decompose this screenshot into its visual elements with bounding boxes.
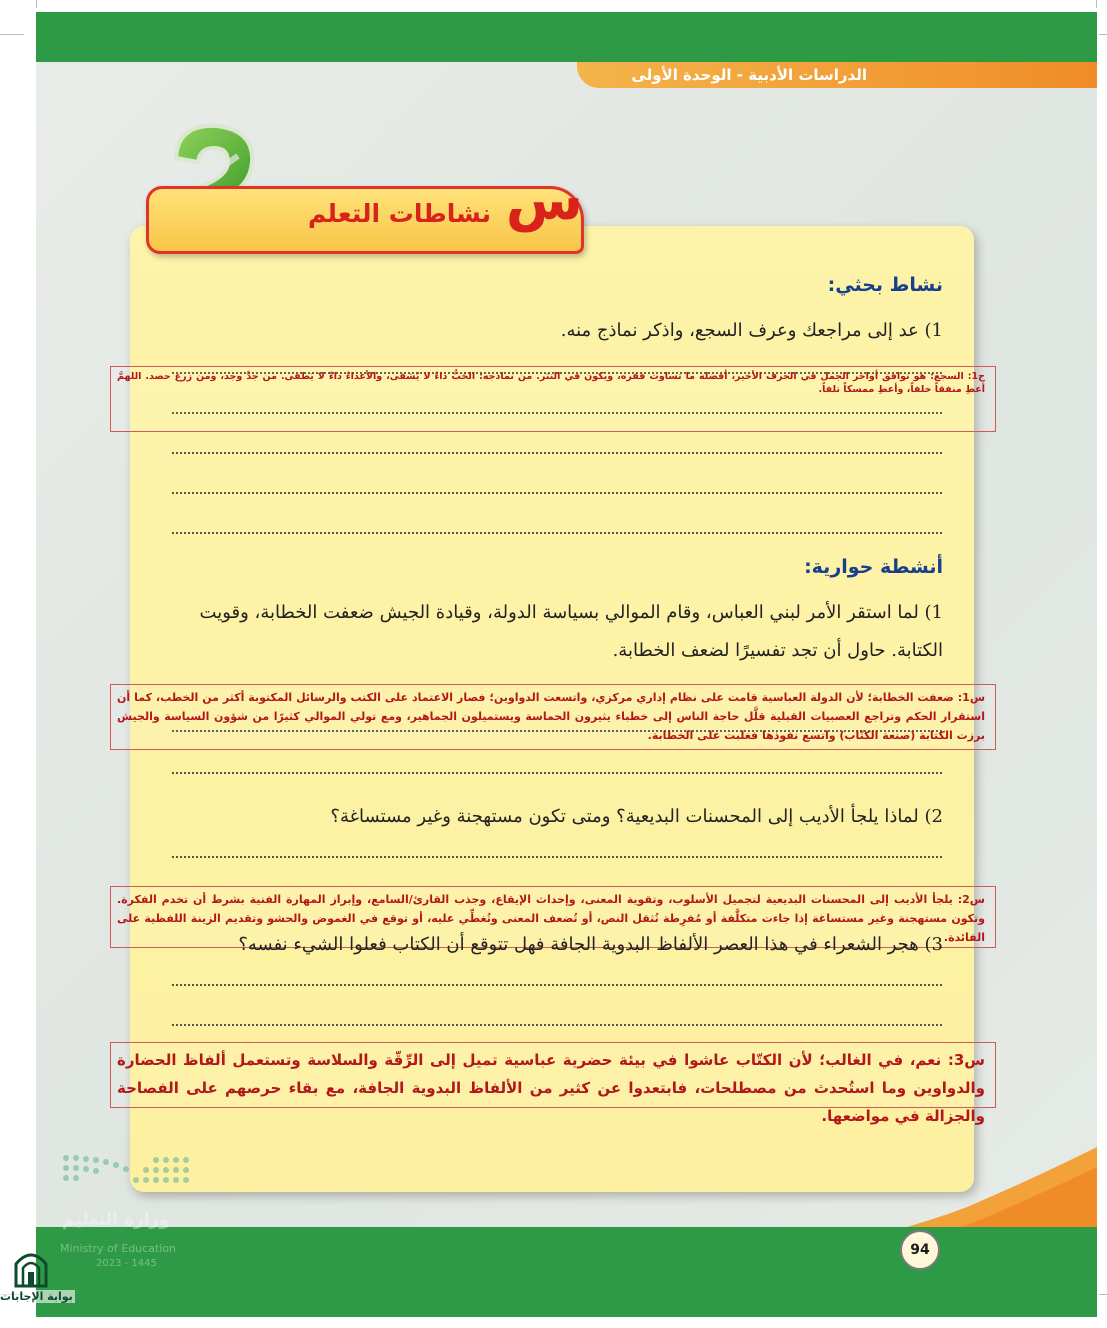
answer-body: ضعفت الخطابة؛ لأن الدولة العباسية قامت على نظام إداري مركزي، واتسعت الدواوين؛ فصار الاعتماد على الكتب والرسائل المكتوبة أكثر من الخطب، كما أن استقرار الحكم وتراجع العصبيات القبلية قلَّل حاجة الناس إلى خطباء يثيرون الحماسة ويستميلون الجماهير، ومع تولي الموالي كثيرًا من شؤون السياسة والجيش برزت الكتابة (صنعة الكتّاب) واتسع نفوذها فغلبت على الخطابة. bbox=[117, 691, 985, 742]
ministry-year: 2023 - 1445 bbox=[96, 1258, 157, 1269]
ministry-name-english: Ministry of Education bbox=[60, 1242, 177, 1255]
answers-portal-logo-icon bbox=[10, 1246, 52, 1288]
crop-mark bbox=[1099, 34, 1107, 35]
top-green-band bbox=[36, 12, 1097, 62]
answer-line bbox=[172, 532, 942, 534]
dialogue-question-2: 2) لماذا يلجأ الأديب إلى المحسنات البديعية؟ ومتى تكون مستهجنة وغير مستساغة؟ bbox=[330, 806, 943, 827]
unit-ribbon bbox=[577, 62, 1097, 88]
answer-line bbox=[172, 772, 942, 774]
dialogue-heading: أنشطة حوارية: bbox=[804, 556, 943, 578]
crop-mark bbox=[1096, 0, 1097, 8]
crop-mark bbox=[1099, 1294, 1107, 1295]
answer-label: س2: bbox=[957, 893, 985, 906]
crop-mark bbox=[0, 34, 24, 35]
activities-title: نشاطات التعلم bbox=[307, 199, 491, 228]
dialogue-answer-1-box bbox=[110, 684, 996, 750]
dialogue-question-3: 3) هجر الشعراء في هذا العصر الألفاظ البدوية الجافة فهل تتوقع أن الكتاب فعلوا الشيء نفسه؟ bbox=[238, 934, 943, 955]
answer-line bbox=[172, 492, 942, 494]
research-answer: ج1: السجع: هو توافق أواخر الجمل في الحرف الأخير، أفضله ما تساوت فقره، ويكون في النثر. من نماذجه: الحُبُّ داءٌ لا يُشفى، والأعداءُ داءٌ لا يَطفى. من جدَّ وجد، ومن زرع حصد. اللهمَّ أعطِ منفقاً خلفاً، وأعطِ ممسكاً تلفاً. bbox=[117, 371, 985, 395]
unit-title: الدراسات الأدبية - الوحدة الأولى bbox=[631, 66, 867, 84]
dialogue-answer-3-box bbox=[110, 1042, 996, 1125]
answer-line bbox=[172, 856, 942, 858]
answer-body: نعم، في الغالب؛ لأن الكتّاب عاشوا في بيئة حضرية عباسية تميل إلى الرِّقّة والسلاسة وتستعمل ألفاظ الحضارة والدواوين وما استُحدث من مصطلحات، فابتعدوا عن كثير من الألفاظ البدوية الجافة، مع بقاء حرصهم على الفصاحة والجزالة في مواضعها. bbox=[117, 1051, 985, 1125]
dialogue-answer-1 bbox=[117, 688, 985, 745]
ministry-dots-icon bbox=[60, 1152, 200, 1192]
dialogue-question-1-line-2: الكتابة. حاول أن تجد تفسيرًا لضعف الخطابة. bbox=[612, 640, 943, 661]
ministry-name-arabic: وزارة التعليم bbox=[62, 1210, 170, 1230]
answer-body: يلجأ الأديب إلى المحسنات البديعية لتجميل الأسلوب، وتقوية المعنى، وإحداث الإيقاع، وجذب القارئ/السامع، وإبراز المهارة الفنية بشرط أن تخدم الفكرة. وتكون مستهجنة وغير مستساغة إذا جاءت متكلَّفة أو مُفرِطة تُثقل النص، أو تُضعف المعنى وتُغطِّي عليه، أو توقع في الغموض والحشو وتقديم الزينة اللفظية على الفائدة. bbox=[117, 893, 985, 944]
answer-line bbox=[172, 452, 942, 454]
answer-line bbox=[172, 984, 942, 986]
answer-label: س1: bbox=[957, 691, 985, 704]
research-question-1: 1) عد إلى مراجعك وعرف السجع، واذكر نماذج منه. bbox=[560, 320, 943, 341]
crop-mark bbox=[36, 0, 37, 8]
answers-portal-watermark: بوابة الإجابات bbox=[0, 1290, 73, 1303]
activities-header bbox=[146, 168, 584, 254]
page-number: 94 bbox=[900, 1230, 940, 1270]
textbook-page bbox=[36, 12, 1097, 1317]
research-heading: نشاط بحثي: bbox=[827, 274, 943, 296]
answer-line bbox=[172, 1024, 942, 1026]
sin-logo-icon: س bbox=[505, 168, 583, 233]
dialogue-answer-3 bbox=[117, 1046, 985, 1130]
research-answer-box bbox=[110, 366, 996, 432]
answer-label: س3: bbox=[947, 1051, 985, 1069]
dialogue-question-1-line-1: 1) لما استقر الأمر لبني العباس، وقام الموالي بسياسة الدولة، وقيادة الجيش ضعفت الخطابة، وقويت bbox=[199, 602, 943, 623]
